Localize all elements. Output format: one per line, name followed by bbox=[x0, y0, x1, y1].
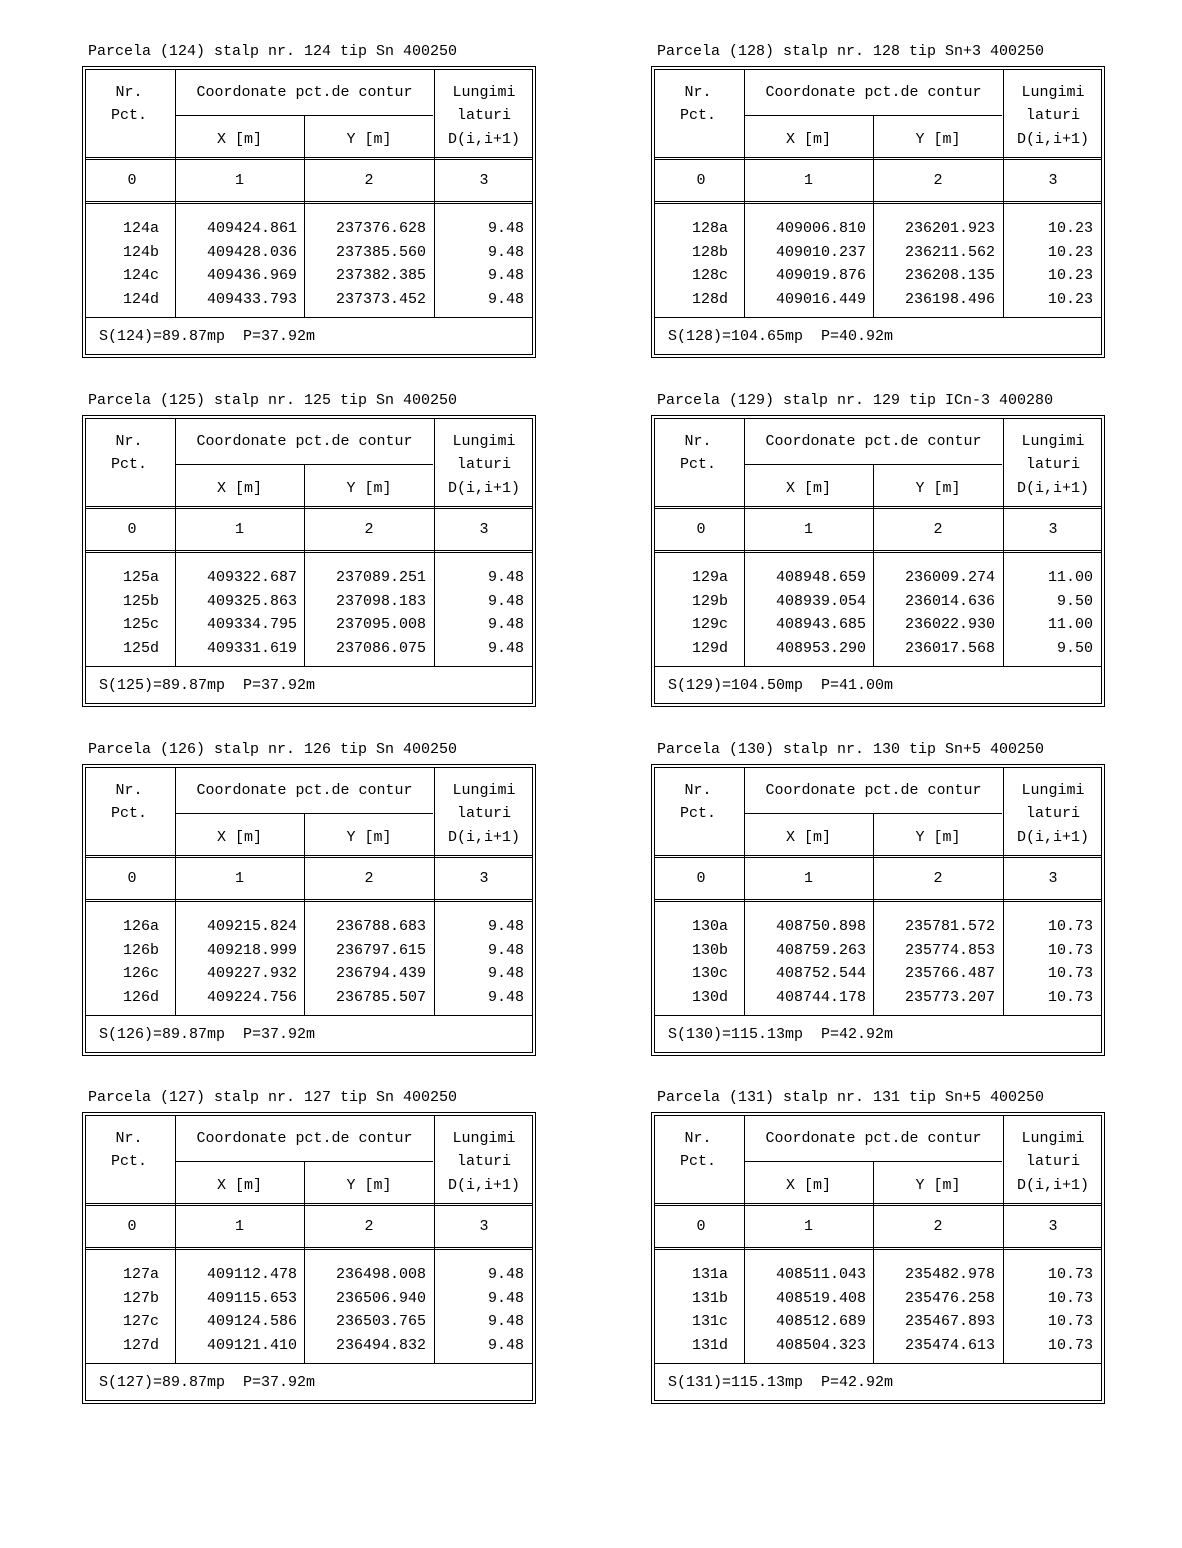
side-length: 9.50 bbox=[1056, 592, 1093, 610]
side-length: 9.50 bbox=[1056, 639, 1093, 657]
side-length: 9.48 bbox=[487, 965, 524, 982]
parcel-block bbox=[82, 42, 536, 362]
col-index-1: 1 bbox=[234, 1218, 244, 1235]
col-index-0: 0 bbox=[127, 521, 137, 538]
col-index-3: 3 bbox=[1048, 521, 1058, 538]
point-id: 126a bbox=[122, 918, 159, 935]
parcel-summary: S(124)=89.87mp P=37.92m bbox=[99, 328, 316, 345]
point-id: 125d bbox=[122, 639, 159, 657]
header-pct: Pct. bbox=[110, 456, 147, 473]
header-nr: Nr. bbox=[115, 782, 143, 799]
col-index-3: 3 bbox=[1048, 870, 1058, 887]
coord-x: 409424.861 bbox=[206, 220, 297, 237]
header-rule bbox=[86, 157, 532, 160]
header-rule bbox=[86, 506, 532, 509]
side-length: 9.48 bbox=[487, 941, 524, 959]
index-rule bbox=[655, 201, 1101, 204]
col-index-3: 3 bbox=[479, 172, 489, 189]
header-x: X [m] bbox=[785, 829, 831, 846]
coordinate-table bbox=[82, 66, 536, 358]
parcel-summary: S(129)=104.50mp P=41.00m bbox=[668, 677, 894, 694]
header-coord: Coordonate pct.de contur bbox=[196, 84, 413, 101]
header-laturi: laturi bbox=[456, 805, 511, 822]
header-y: Y [m] bbox=[346, 1177, 392, 1194]
point-id: 130d bbox=[691, 988, 728, 1006]
header-laturi: laturi bbox=[1025, 1153, 1080, 1170]
side-length: 10.73 bbox=[1047, 1266, 1093, 1283]
coord-y: 237385.560 bbox=[335, 243, 426, 261]
header-x: X [m] bbox=[785, 1177, 831, 1194]
coord-x: 409112.478 bbox=[206, 1266, 297, 1283]
point-id: 126b bbox=[122, 941, 159, 959]
header-d: D(i,i+1) bbox=[447, 1177, 520, 1194]
header-rule bbox=[86, 1203, 532, 1206]
side-length: 10.73 bbox=[1047, 941, 1093, 959]
coordinate-table bbox=[651, 1112, 1105, 1404]
header-lungimi: Lungimi bbox=[452, 433, 516, 450]
side-length: 9.48 bbox=[487, 290, 524, 308]
summary-rule bbox=[86, 1363, 532, 1364]
coord-x: 409124.586 bbox=[206, 1313, 297, 1330]
header-nr: Nr. bbox=[684, 782, 712, 799]
point-id: 129d bbox=[691, 639, 728, 657]
side-length: 10.73 bbox=[1047, 988, 1093, 1006]
parcel-block bbox=[82, 391, 536, 711]
index-rule bbox=[655, 899, 1101, 902]
header-lungimi: Lungimi bbox=[1021, 84, 1085, 101]
parcel-block bbox=[651, 1088, 1105, 1408]
point-id: 129a bbox=[691, 569, 728, 586]
coord-y: 236198.496 bbox=[904, 290, 995, 308]
col-index-0: 0 bbox=[127, 1218, 137, 1235]
header-pct: Pct. bbox=[679, 456, 716, 473]
side-length: 9.48 bbox=[487, 243, 524, 261]
parcel-summary: S(131)=115.13mp P=42.92m bbox=[668, 1374, 894, 1391]
index-rule bbox=[655, 550, 1101, 553]
header-coord: Coordonate pct.de contur bbox=[196, 433, 413, 450]
col-index-0: 0 bbox=[696, 870, 706, 887]
header-nr: Nr. bbox=[115, 1130, 143, 1147]
summary-rule bbox=[655, 1363, 1101, 1364]
col-index-0: 0 bbox=[127, 172, 137, 189]
col-index-1: 1 bbox=[803, 521, 813, 538]
side-length: 10.23 bbox=[1047, 220, 1093, 237]
header-coord: Coordonate pct.de contur bbox=[765, 782, 982, 799]
header-rule bbox=[655, 506, 1101, 509]
col-index-2: 2 bbox=[364, 1218, 374, 1235]
coord-x: 409121.410 bbox=[206, 1336, 297, 1354]
coordinate-table bbox=[82, 1112, 536, 1404]
col-index-2: 2 bbox=[933, 521, 943, 538]
header-laturi: laturi bbox=[1025, 456, 1080, 473]
header-y: Y [m] bbox=[915, 829, 961, 846]
header-d: D(i,i+1) bbox=[447, 829, 520, 846]
header-pct: Pct. bbox=[110, 805, 147, 822]
coord-x: 408512.689 bbox=[775, 1313, 866, 1330]
coord-y: 236503.765 bbox=[335, 1313, 426, 1330]
point-id: 130a bbox=[691, 918, 728, 935]
header-laturi: laturi bbox=[1025, 805, 1080, 822]
coord-x: 409218.999 bbox=[206, 941, 297, 959]
header-nr: Nr. bbox=[684, 433, 712, 450]
coord-x: 409325.863 bbox=[206, 592, 297, 610]
header-x: X [m] bbox=[785, 131, 831, 148]
header-y: Y [m] bbox=[915, 480, 961, 497]
point-id: 127b bbox=[122, 1289, 159, 1307]
col-index-1: 1 bbox=[234, 521, 244, 538]
header-d: D(i,i+1) bbox=[1016, 829, 1089, 846]
point-id: 127c bbox=[122, 1313, 159, 1330]
side-length: 9.48 bbox=[487, 639, 524, 657]
header-d: D(i,i+1) bbox=[447, 480, 520, 497]
point-id: 129b bbox=[691, 592, 728, 610]
point-id: 125c bbox=[122, 616, 159, 633]
side-length: 9.48 bbox=[487, 1313, 524, 1330]
side-length: 9.48 bbox=[487, 1266, 524, 1283]
coord-y: 237373.452 bbox=[335, 290, 426, 308]
side-length: 11.00 bbox=[1047, 569, 1093, 586]
point-id: 128b bbox=[691, 243, 728, 261]
point-id: 131c bbox=[691, 1313, 728, 1330]
coord-x: 409433.793 bbox=[206, 290, 297, 308]
side-length: 10.23 bbox=[1047, 290, 1093, 308]
side-length: 10.23 bbox=[1047, 243, 1093, 261]
side-length: 9.48 bbox=[487, 592, 524, 610]
side-length: 9.48 bbox=[487, 918, 524, 935]
col-index-3: 3 bbox=[479, 521, 489, 538]
header-coord: Coordonate pct.de contur bbox=[196, 782, 413, 799]
col-index-2: 2 bbox=[933, 1218, 943, 1235]
coord-y: 236201.923 bbox=[904, 220, 995, 237]
header-x: X [m] bbox=[216, 1177, 262, 1194]
header-rule bbox=[655, 157, 1101, 160]
coord-x: 409428.036 bbox=[206, 243, 297, 261]
coord-x: 409115.653 bbox=[206, 1289, 297, 1307]
coord-x: 409019.876 bbox=[775, 267, 866, 284]
col-index-1: 1 bbox=[803, 172, 813, 189]
coord-x: 409215.824 bbox=[206, 918, 297, 935]
header-lungimi: Lungimi bbox=[452, 84, 516, 101]
col-index-3: 3 bbox=[1048, 172, 1058, 189]
side-length: 10.73 bbox=[1047, 918, 1093, 935]
side-length: 9.48 bbox=[487, 616, 524, 633]
header-d: D(i,i+1) bbox=[1016, 480, 1089, 497]
side-length: 9.48 bbox=[487, 220, 524, 237]
parcel-title: Parcela (124) stalp nr. 124 tip Sn 400250 bbox=[88, 43, 458, 60]
side-length: 11.00 bbox=[1047, 616, 1093, 633]
header-d: D(i,i+1) bbox=[447, 131, 520, 148]
coord-y: 235474.613 bbox=[904, 1336, 995, 1354]
summary-rule bbox=[655, 317, 1101, 318]
coord-x: 408948.659 bbox=[775, 569, 866, 586]
coord-y: 236785.507 bbox=[335, 988, 426, 1006]
header-nr: Nr. bbox=[684, 84, 712, 101]
side-length: 9.48 bbox=[487, 988, 524, 1006]
side-length: 10.73 bbox=[1047, 1289, 1093, 1307]
coord-x: 408759.263 bbox=[775, 941, 866, 959]
header-laturi: laturi bbox=[456, 107, 511, 124]
point-id: 127a bbox=[122, 1266, 159, 1283]
point-id: 124c bbox=[122, 267, 159, 284]
index-rule bbox=[655, 1247, 1101, 1250]
header-coord: Coordonate pct.de contur bbox=[765, 1130, 982, 1147]
coord-y: 236788.683 bbox=[335, 918, 426, 935]
parcel-title: Parcela (130) stalp nr. 130 tip Sn+5 400250 bbox=[657, 741, 1045, 758]
coord-y: 235774.853 bbox=[904, 941, 995, 959]
index-rule bbox=[86, 899, 532, 902]
header-rule bbox=[655, 855, 1101, 858]
point-id: 124d bbox=[122, 290, 159, 308]
coord-x: 408752.544 bbox=[775, 965, 866, 982]
header-y: Y [m] bbox=[915, 131, 961, 148]
index-rule bbox=[86, 550, 532, 553]
coord-y: 236014.636 bbox=[904, 592, 995, 610]
parcel-title: Parcela (128) stalp nr. 128 tip Sn+3 400250 bbox=[657, 43, 1045, 60]
side-length: 10.73 bbox=[1047, 1313, 1093, 1330]
parcel-title: Parcela (129) stalp nr. 129 tip ICn-3 400280 bbox=[657, 392, 1054, 409]
index-rule bbox=[86, 201, 532, 204]
coord-y: 236498.008 bbox=[335, 1266, 426, 1283]
header-y: Y [m] bbox=[915, 1177, 961, 1194]
point-id: 124b bbox=[122, 243, 159, 261]
summary-rule bbox=[86, 666, 532, 667]
parcel-summary: S(126)=89.87mp P=37.92m bbox=[99, 1026, 316, 1043]
point-id: 131d bbox=[691, 1336, 728, 1354]
parcel-title: Parcela (131) stalp nr. 131 tip Sn+5 400250 bbox=[657, 1089, 1045, 1106]
parcel-summary: S(128)=104.65mp P=40.92m bbox=[668, 328, 894, 345]
point-id: 130b bbox=[691, 941, 728, 959]
index-rule bbox=[86, 1247, 532, 1250]
coord-y: 237382.385 bbox=[335, 267, 426, 284]
coordinate-table bbox=[82, 415, 536, 707]
coord-y: 236022.930 bbox=[904, 616, 995, 633]
coord-y: 237095.008 bbox=[335, 616, 426, 633]
coord-x: 409016.449 bbox=[775, 290, 866, 308]
coord-x: 409331.619 bbox=[206, 639, 297, 657]
col-index-3: 3 bbox=[479, 870, 489, 887]
coord-y: 237098.183 bbox=[335, 592, 426, 610]
col-index-1: 1 bbox=[803, 870, 813, 887]
col-index-2: 2 bbox=[933, 172, 943, 189]
point-id: 127d bbox=[122, 1336, 159, 1354]
header-pct: Pct. bbox=[110, 1153, 147, 1170]
point-id: 126c bbox=[122, 965, 159, 982]
parcel-title: Parcela (125) stalp nr. 125 tip Sn 400250 bbox=[88, 392, 458, 409]
parcel-block bbox=[651, 740, 1105, 1060]
coord-x: 409010.237 bbox=[775, 243, 866, 261]
coord-y: 235766.487 bbox=[904, 965, 995, 982]
coordinate-table bbox=[651, 764, 1105, 1056]
header-y: Y [m] bbox=[346, 480, 392, 497]
coord-x: 408953.290 bbox=[775, 639, 866, 657]
parcel-block bbox=[651, 42, 1105, 362]
header-lungimi: Lungimi bbox=[1021, 782, 1085, 799]
coord-y: 236208.135 bbox=[904, 267, 995, 284]
coord-x: 409334.795 bbox=[206, 616, 297, 633]
parcel-block bbox=[82, 740, 536, 1060]
side-length: 10.73 bbox=[1047, 1336, 1093, 1354]
coord-y: 236009.274 bbox=[904, 569, 995, 586]
col-index-3: 3 bbox=[479, 1218, 489, 1235]
coord-x: 408943.685 bbox=[775, 616, 866, 633]
parcel-title: Parcela (127) stalp nr. 127 tip Sn 400250 bbox=[88, 1089, 458, 1106]
point-id: 124a bbox=[122, 220, 159, 237]
parcel-summary: S(127)=89.87mp P=37.92m bbox=[99, 1374, 316, 1391]
coord-x: 409322.687 bbox=[206, 569, 297, 586]
point-id: 128a bbox=[691, 220, 728, 237]
side-length: 9.48 bbox=[487, 267, 524, 284]
col-index-1: 1 bbox=[803, 1218, 813, 1235]
coord-x: 409006.810 bbox=[775, 220, 866, 237]
point-id: 128c bbox=[691, 267, 728, 284]
coord-y: 236797.615 bbox=[335, 941, 426, 959]
header-lungimi: Lungimi bbox=[452, 782, 516, 799]
coordinate-table bbox=[82, 764, 536, 1056]
header-coord: Coordonate pct.de contur bbox=[765, 84, 982, 101]
parcel-title: Parcela (126) stalp nr. 126 tip Sn 400250 bbox=[88, 741, 458, 758]
summary-rule bbox=[86, 1015, 532, 1016]
coord-x: 409227.932 bbox=[206, 965, 297, 982]
header-lungimi: Lungimi bbox=[1021, 1130, 1085, 1147]
header-lungimi: Lungimi bbox=[1021, 433, 1085, 450]
col-index-1: 1 bbox=[234, 870, 244, 887]
col-index-1: 1 bbox=[234, 172, 244, 189]
point-id: 129c bbox=[691, 616, 728, 633]
summary-rule bbox=[86, 317, 532, 318]
point-id: 125a bbox=[122, 569, 159, 586]
point-id: 131a bbox=[691, 1266, 728, 1283]
coordinate-table bbox=[651, 66, 1105, 358]
coord-y: 235482.978 bbox=[904, 1266, 995, 1283]
header-x: X [m] bbox=[216, 829, 262, 846]
header-laturi: laturi bbox=[456, 456, 511, 473]
coordinate-table bbox=[651, 415, 1105, 707]
header-pct: Pct. bbox=[110, 107, 147, 124]
col-index-0: 0 bbox=[696, 1218, 706, 1235]
header-y: Y [m] bbox=[346, 829, 392, 846]
coord-x: 408504.323 bbox=[775, 1336, 866, 1354]
header-nr: Nr. bbox=[684, 1130, 712, 1147]
parcel-block bbox=[82, 1088, 536, 1408]
point-id: 131b bbox=[691, 1289, 728, 1307]
coord-y: 237376.628 bbox=[335, 220, 426, 237]
header-nr: Nr. bbox=[115, 433, 143, 450]
header-pct: Pct. bbox=[679, 107, 716, 124]
col-index-0: 0 bbox=[696, 521, 706, 538]
header-nr: Nr. bbox=[115, 84, 143, 101]
header-d: D(i,i+1) bbox=[1016, 1177, 1089, 1194]
coord-x: 408744.178 bbox=[775, 988, 866, 1006]
col-index-0: 0 bbox=[696, 172, 706, 189]
coord-x: 408511.043 bbox=[775, 1266, 866, 1283]
point-id: 128d bbox=[691, 290, 728, 308]
side-length: 10.73 bbox=[1047, 965, 1093, 982]
header-y: Y [m] bbox=[346, 131, 392, 148]
point-id: 130c bbox=[691, 965, 728, 982]
col-index-2: 2 bbox=[364, 521, 374, 538]
coord-y: 236506.940 bbox=[335, 1289, 426, 1307]
parcel-block bbox=[651, 391, 1105, 711]
coord-x: 409224.756 bbox=[206, 988, 297, 1006]
side-length: 10.23 bbox=[1047, 267, 1093, 284]
header-rule bbox=[86, 855, 532, 858]
coord-x: 409436.969 bbox=[206, 267, 297, 284]
col-index-2: 2 bbox=[364, 870, 374, 887]
parcel-summary: S(125)=89.87mp P=37.92m bbox=[99, 677, 316, 694]
header-coord: Coordonate pct.de contur bbox=[765, 433, 982, 450]
coord-y: 236494.832 bbox=[335, 1336, 426, 1354]
col-index-2: 2 bbox=[933, 870, 943, 887]
coord-y: 235476.258 bbox=[904, 1289, 995, 1307]
col-index-2: 2 bbox=[364, 172, 374, 189]
coord-y: 237089.251 bbox=[335, 569, 426, 586]
coord-y: 235773.207 bbox=[904, 988, 995, 1006]
coord-y: 236211.562 bbox=[904, 243, 995, 261]
header-laturi: laturi bbox=[1025, 107, 1080, 124]
header-pct: Pct. bbox=[679, 805, 716, 822]
side-length: 9.48 bbox=[487, 1336, 524, 1354]
coord-y: 235467.893 bbox=[904, 1313, 995, 1330]
point-id: 125b bbox=[122, 592, 159, 610]
header-x: X [m] bbox=[216, 131, 262, 148]
summary-rule bbox=[655, 1015, 1101, 1016]
header-coord: Coordonate pct.de contur bbox=[196, 1130, 413, 1147]
point-id: 126d bbox=[122, 988, 159, 1006]
coord-x: 408750.898 bbox=[775, 918, 866, 935]
coord-x: 408939.054 bbox=[775, 592, 866, 610]
header-laturi: laturi bbox=[456, 1153, 511, 1170]
summary-rule bbox=[655, 666, 1101, 667]
parcel-summary: S(130)=115.13mp P=42.92m bbox=[668, 1026, 894, 1043]
header-x: X [m] bbox=[785, 480, 831, 497]
col-index-3: 3 bbox=[1048, 1218, 1058, 1235]
coord-x: 408519.408 bbox=[775, 1289, 866, 1307]
header-d: D(i,i+1) bbox=[1016, 131, 1089, 148]
header-rule bbox=[655, 1203, 1101, 1206]
side-length: 9.48 bbox=[487, 569, 524, 586]
coord-y: 236794.439 bbox=[335, 965, 426, 982]
header-x: X [m] bbox=[216, 480, 262, 497]
col-index-0: 0 bbox=[127, 870, 137, 887]
coord-y: 237086.075 bbox=[335, 639, 426, 657]
header-pct: Pct. bbox=[679, 1153, 716, 1170]
side-length: 9.48 bbox=[487, 1289, 524, 1307]
header-lungimi: Lungimi bbox=[452, 1130, 516, 1147]
coord-y: 236017.568 bbox=[904, 639, 995, 657]
coord-y: 235781.572 bbox=[904, 918, 995, 935]
